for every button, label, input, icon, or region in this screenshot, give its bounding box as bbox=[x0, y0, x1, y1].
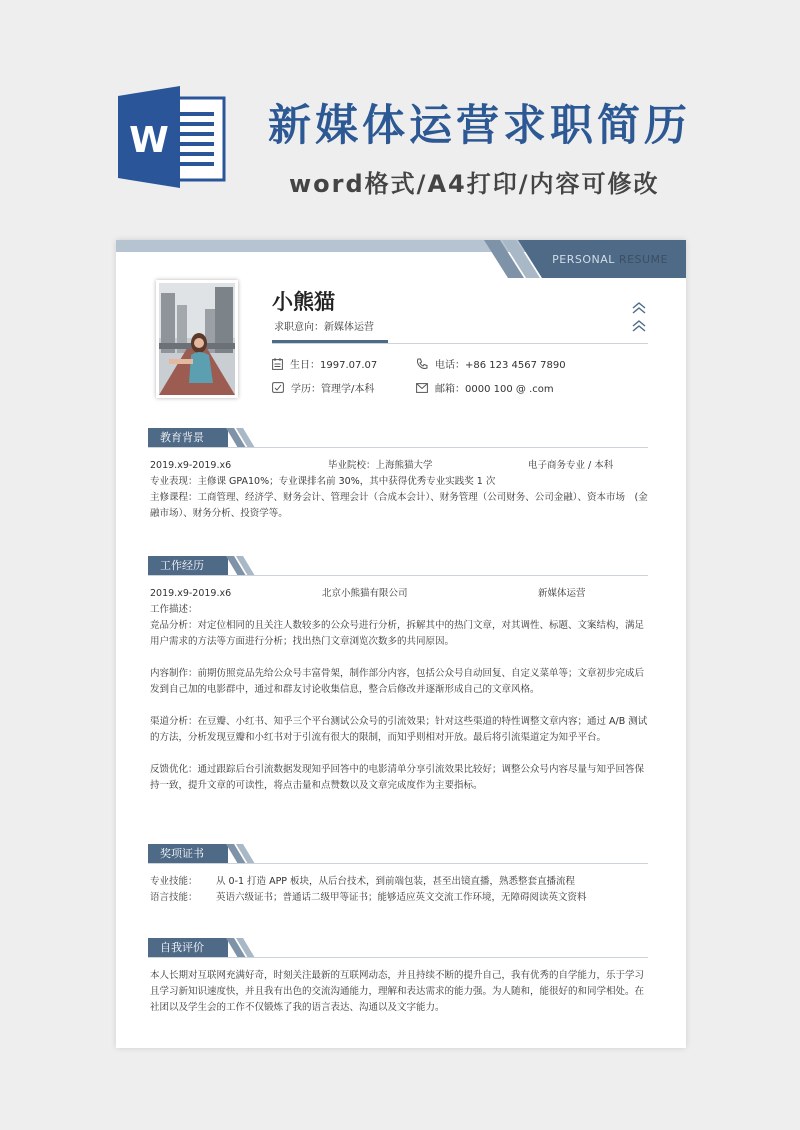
section-rule bbox=[148, 575, 648, 576]
document-subtitle: word格式/A4打印/内容可修改 bbox=[289, 170, 660, 198]
phone-text: 电话：+86 123 4567 7890 bbox=[435, 360, 566, 371]
education-major: 电子商务专业 / 本科 bbox=[528, 460, 614, 471]
work-desc-label: 工作描述： bbox=[150, 604, 198, 615]
section-title: 教育背景 bbox=[148, 428, 228, 448]
document-title: 新媒体运营求职简历 bbox=[268, 101, 691, 151]
section-rule bbox=[148, 957, 648, 958]
self-eval-text: 本人长期对互联网充满好奇，时刻关注最新的互联网动态，并且持续不断的提升自己，我有优秀的自学能力，乐于学习且学习新知识速度快，并且我有出色的交流沟通能力，理解和表达需求的能力强。为人随和，能很好的和同学相处。在社团以及学生会的工作不仅锻炼了我的语言表达、沟通以及文字能力。 bbox=[150, 970, 645, 1013]
education-school: 毕业院校：上海熊猫大学 bbox=[328, 460, 433, 471]
candidate-name: 小熊猫 bbox=[272, 290, 335, 314]
section-awards-header bbox=[148, 844, 648, 864]
award-value: 从 0-1 打造 APP 板块，从后台技术，到前端包装，甚至出镜直播，熟悉整套直播流程 bbox=[216, 876, 576, 887]
section-rule bbox=[148, 863, 648, 864]
award-value: 英语六级证书；普通话二级甲等证书；能够适应英文交流工作环境，无障碍阅读英文资料 bbox=[216, 892, 587, 903]
education-level-text: 学历：管理学/本科 bbox=[291, 384, 375, 395]
phone-icon bbox=[416, 358, 428, 370]
phone-info bbox=[416, 356, 566, 371]
section-stripes bbox=[226, 428, 262, 448]
profile-photo bbox=[156, 280, 238, 398]
section-stripes bbox=[226, 938, 262, 958]
logo-letter: W bbox=[129, 120, 169, 161]
tag-resume: RESUME bbox=[618, 253, 668, 266]
resume-page bbox=[116, 240, 686, 1048]
work-paragraph: 渠道分析：在豆瓣、小红书、知乎三个平台测试公众号的引流效果；针对这些渠道的特性调整文章内容；通过 A/B 测试的方法，分析发现豆瓣和小红书对于引流有很大的限制，而知乎则相对开放。最后将引流渠道定为知乎平台。 bbox=[150, 716, 648, 743]
email-text: 邮箱：0000 100 @ .com bbox=[435, 384, 554, 395]
education-level-info bbox=[272, 380, 374, 395]
name-divider bbox=[272, 343, 648, 344]
award-label: 语言技能： bbox=[150, 892, 198, 903]
work-paragraph: 竞品分析：对定位相同的且关注人数较多的公众号进行分析，拆解其中的热门文章，对其调性、标题、文案结构，满足用户需求的方法等方面进行分析；找出热门文章浏览次数多的共同原因。 bbox=[150, 620, 645, 647]
personal-resume-tag bbox=[552, 253, 668, 266]
award-label: 专业技能： bbox=[150, 876, 198, 887]
work-position: 新媒体运营 bbox=[538, 588, 586, 599]
education-performance: 专业表现：主修课 GPA10%；专业课排名前 30%，其中获得优秀专业实践奖 1 次 bbox=[150, 476, 496, 487]
calendar-icon bbox=[272, 358, 283, 370]
mail-icon bbox=[416, 383, 428, 393]
birthday-info bbox=[272, 356, 377, 371]
tag-personal: PERSONAL bbox=[552, 253, 615, 266]
education-period: 2019.x9-2019.x6 bbox=[150, 460, 232, 471]
section-title: 奖项证书 bbox=[148, 844, 228, 864]
section-self-eval-header bbox=[148, 938, 648, 958]
double-chevron-up-icon bbox=[632, 300, 646, 336]
work-paragraph: 反馈优化：通过跟踪后台引流数据发现知乎回答中的电影清单分享引流效果比较好；调整公众号内容尽量与知乎回答保持一致，提升文章的可读性，将点击量和点赞数以及文章完成度作为主要指标。 bbox=[150, 764, 645, 791]
birthday-text: 生日：1997.07.07 bbox=[290, 360, 378, 371]
section-title: 工作经历 bbox=[148, 556, 228, 576]
work-paragraph: 内容制作：前期仿照竞品先给公众号丰富骨架，制作部分内容，包括公众号自动回复、自定义菜单等；文章初步完成后发到自己加的电影群中，通过和群友讨论收集信息，整合后修改并逐渐形成自己的文章风格。 bbox=[150, 668, 645, 695]
word-logo-icon bbox=[118, 86, 230, 188]
work-period: 2019.x9-2019.x6 bbox=[150, 588, 232, 599]
section-education-header bbox=[148, 428, 648, 448]
section-title: 自我评价 bbox=[148, 938, 228, 958]
section-rule bbox=[148, 447, 648, 448]
section-stripes bbox=[226, 844, 262, 864]
education-courses: 主修课程：工商管理、经济学、财务会计、管理会计（合成本会计）、财务管理（公司财务、公司金融）、资本市场 (金融市场）、财务分析、投资学等。 bbox=[150, 492, 648, 519]
work-description bbox=[150, 618, 650, 794]
email-info bbox=[416, 380, 554, 395]
section-work-header bbox=[148, 556, 648, 576]
graduation-cap-icon bbox=[272, 382, 284, 393]
job-intent: 求职意向：新媒体运营 bbox=[274, 322, 374, 333]
work-company: 北京小熊猫有限公司 bbox=[322, 588, 408, 599]
section-stripes bbox=[226, 556, 262, 576]
